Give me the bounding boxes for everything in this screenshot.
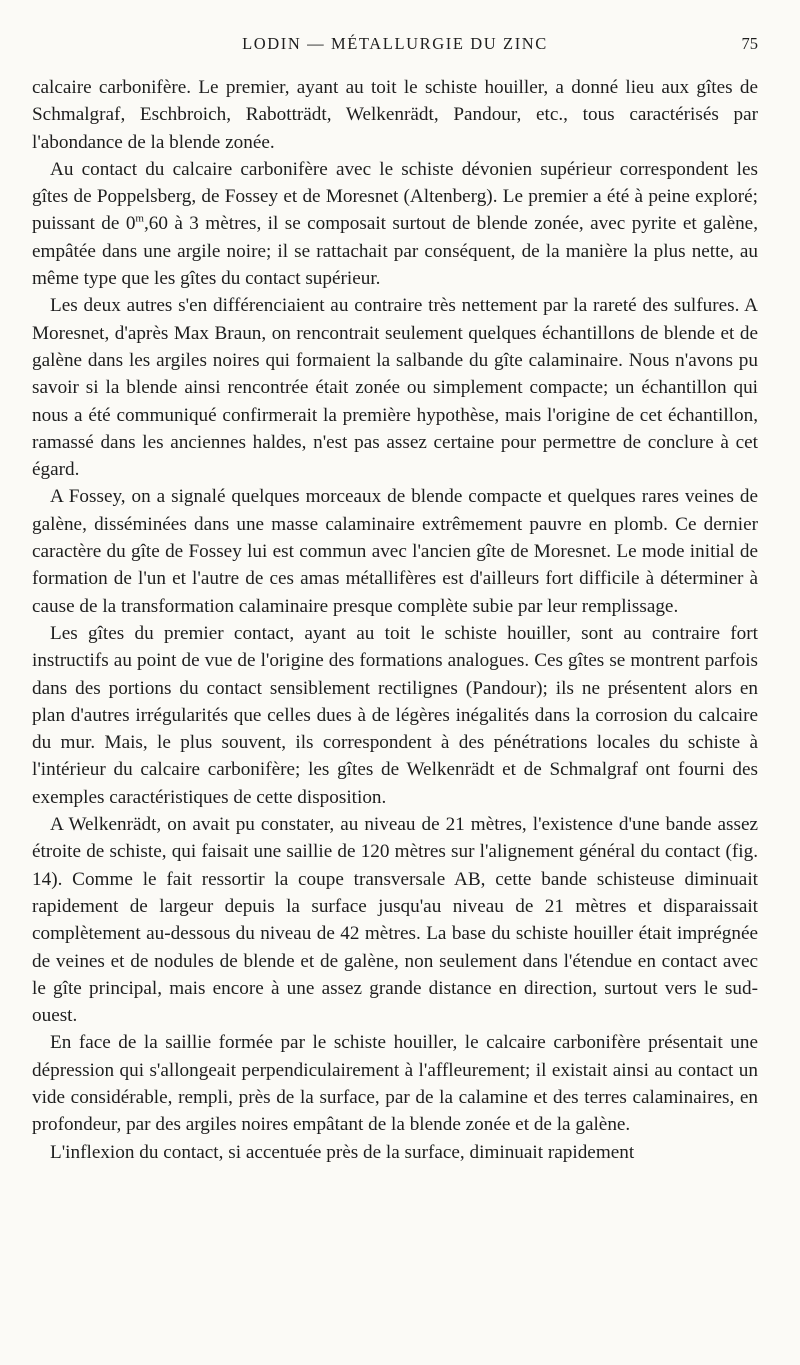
body-text [32,74,758,1166]
meter-superscript: m [135,213,144,226]
paragraph-3: Les deux autres s'en différenciaient au contraire très nettement par la rareté des sulfures. A Moresnet, d'après Max Braun, on rencontrait seulement quelques échantillons de blende et de galène dans les argiles noires qui formaient la salbande du gîte calaminaire. Nous n'avons pu savoir si la blende ainsi rencontrée était zonée ou simplement compacte; un échantillon qui nous a été communiqué confirmerait la première hypothèse, mais l'origine de cet échantillon, ramassé dans les anciennes haldes, n'est pas assez certaine pour permettre de conclure à cet égard. [32,295,758,481]
paragraph-8: L'inflexion du contact, si accentuée près de la surface, diminuait rapidement [50,1141,635,1163]
running-title: LODIN — MÉTALLURGIE DU ZINC [242,34,548,53]
paragraph-5: Les gîtes du premier contact, ayant au toit le schiste houiller, sont au contraire fort instructifs au point de vue de l'origine des formations analogues. Ces gîtes se montrent parfois dans des portions du contact sensiblement rectilignes (Pandour); ils ne présentent alors en plan d'autres irrégularités que celles dues à de légères inégalités dans la corrosion du calcaire du mur. Mais, le plus souvent, ils correspondent à des pénétrations locales du schiste à l'intérieur du calcaire carbonifère; les gîtes de Welkenrädt et de Schmalgraf ont fourni des exemples caractéristiques de cette disposition. [32,622,758,808]
paragraph-2-part-1: Au contact du calcaire carbonifère avec le schiste dévonien supérieur correspondent les gîtes de Poppelsberg, de Fossey et de Moresnet (Altenberg). Le premier a été à peine exploré; puissant de 0 [32,158,758,235]
paragraph-1: calcaire carbonifère. Le premier, ayant au toit le schiste houiller, a donné lieu aux gîtes de Schmalgraf, Eschbroich, Rabotträdt, Welkenrädt, Pandour, etc., tous caractérisés par l'abondance de la blende zonée. [32,77,758,153]
page-number: 75 [741,34,758,53]
paragraph-4: A Fossey, on a signalé quelques morceaux de blende compacte et quelques rares veines de galène, disséminées dans une masse calaminaire extrêmement pauvre en plomb. Ce dernier caractère du gîte de Fossey lui est commun avec l'ancien gîte de Moresnet. Le mode initial de formation de l'un et l'autre de ces amas métallifères est d'ailleurs fort difficile à déterminer à cause de la transformation calaminaire presque complète subie par leur remplissage. [32,486,758,617]
paragraph-2-part-2: ,60 à 3 mètres, il se composait surtout de blende zonée, avec pyrite et galène, empâtée dans une argile noire; il se rattachait par conséquent, de la manière la plus nette, au même type que les gîtes du contact supérieur. [32,213,758,290]
running-head [32,34,758,64]
paragraph-7: En face de la saillie formée par le schiste houiller, le calcaire carbonifère présentait une dépression qui s'allongeait perpendiculairement à l'affleurement; il existait ainsi au contact un vide considérable, rempli, près de la surface, par de la calamine et des terres calaminaires, en profondeur, par des argiles noires empâtant de la blende zonée et de la galène. [32,1032,758,1136]
paragraph-2 [32,156,758,292]
paragraph-6: A Welkenrädt, on avait pu constater, au niveau de 21 mètres, l'existence d'une bande assez étroite de schiste, qui faisait une saillie de 120 mètres sur l'alignement général du contact (fig. 14). Comme le fait ressortir la coupe transversale AB, cette bande schisteuse diminuait rapidement de largeur depuis la surface jusqu'au niveau de 21 mètres et disparaissait complètement au-dessous du niveau de 42 mètres. La base du schiste houiller était imprégnée de veines et de nodules de blende et de galène, non seulement dans l'étendue en contact avec le gîte principal, mais encore à une assez grande distance en direction, surtout vers le sud-ouest. [32,814,758,1027]
